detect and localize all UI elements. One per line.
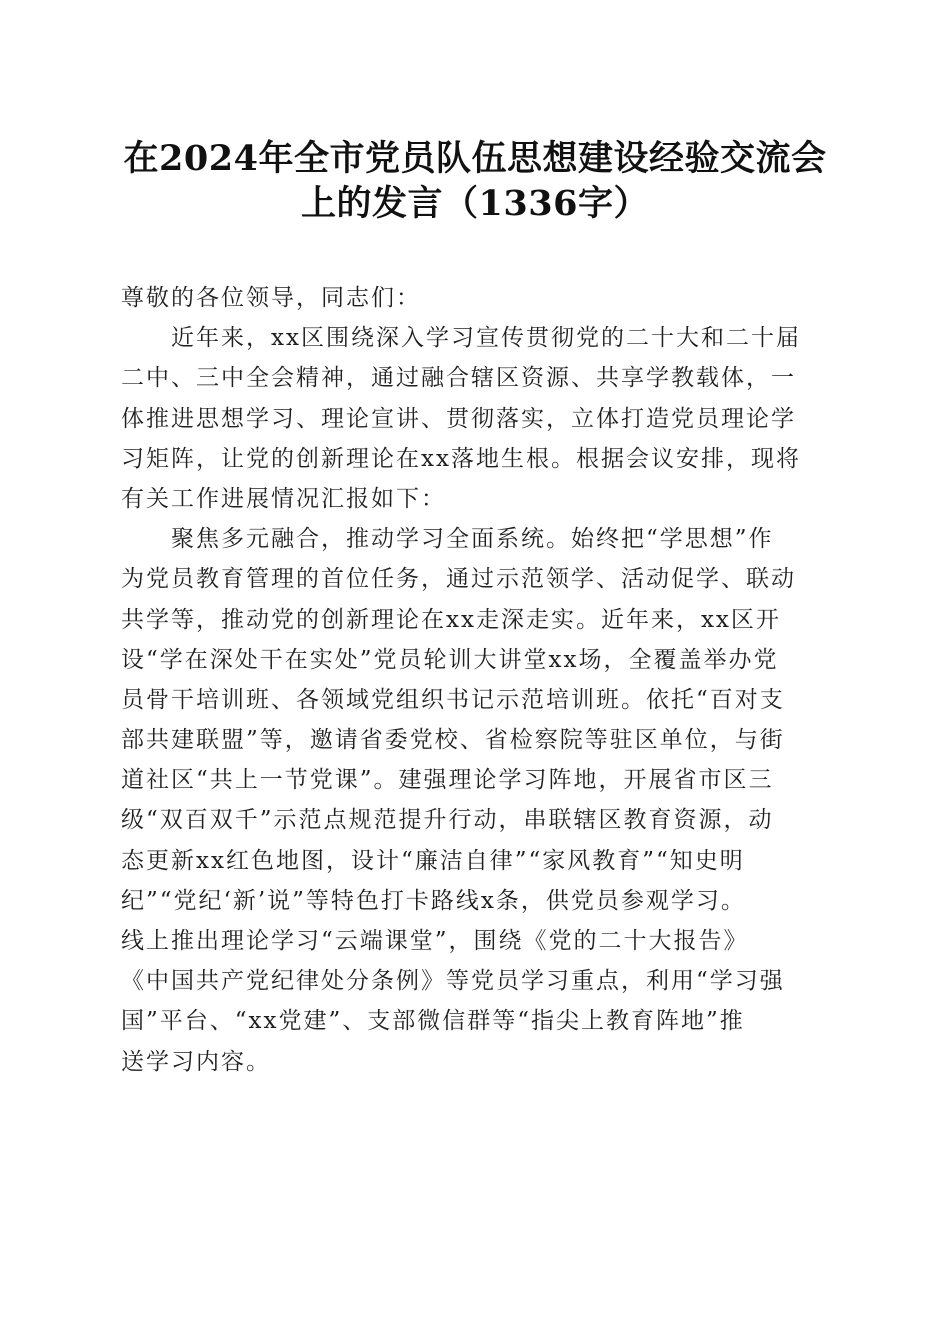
title-line-1: 在2024年全市党员队伍思想建设经验交流会 [123,138,827,179]
paragraph-line: 近年来，xx区围绕深入学习宣传贯彻党的二十大和二十届 [171,325,801,352]
paragraph-line: 部共建联盟”等，邀请省委党校、省检察院等驻区单位，与街 [121,727,785,754]
paragraph-2 [121,519,833,1082]
paragraph-line: 有关工作进展情况汇报如下： [121,485,446,512]
document-body [121,278,833,1082]
paragraph-line: 共学等，推动党的创新理论在xx走深走实。近年来，xx区开 [121,606,781,633]
paragraph-line: 道社区“共上一节党课”。建强理论学习阵地，开展省市区三 [121,767,774,794]
paragraph-line: 态更新xx红色地图，设计“廉洁自律”“家风教育”“知史明 [121,847,745,874]
paragraph-line: 级“双百双千”示范点规范提升行动，串联辖区教育资源，动 [121,807,774,834]
paragraph-line: 聚焦多元融合，推动学习全面系统。始终把“学思想”作 [171,526,774,553]
paragraph-line: 为党员教育管理的首位任务，通过示范领学、活动促学、联动 [121,566,796,593]
paragraph-line: 国”平台、“xx党建”、支部微信群等“指尖上教育阵地”推 [121,1008,745,1035]
paragraph-1 [121,318,833,519]
paragraph-line: 二中、三中全会精神，通过融合辖区资源、共享学教载体，一 [121,365,796,392]
paragraph-line: 设“学在深处干在实处”党员轮训大讲堂xx场，全覆盖举办党 [121,646,779,673]
paragraph-line: 体推进思想学习、理论宣讲、贯彻落实，立体打造党员理论学 [121,405,796,432]
paragraph-line: 习矩阵，让党的创新理论在xx落地生根。根据会议安排，现将 [121,445,801,472]
title-line-2: 上的发言（1336字） [301,183,649,224]
paragraph-line: 员骨干培训班、各领域党组织书记示范培训班。依托“百对支 [121,686,785,713]
document-title [100,136,850,226]
paragraph-line: 《中国共产党纪律处分条例》等党员学习重点，利用“学习强 [121,968,785,995]
paragraph-line: 纪”“党纪‘新’说”等特色打卡路线x条，供党员参观学习。 [121,887,746,914]
paragraph-line: 送学习内容。 [121,1048,271,1075]
paragraph-line: 线上推出理论学习“云端课堂”，围绕《党的二十大报告》 [121,928,749,954]
salutation: 尊敬的各位领导，同志们： [121,285,421,311]
